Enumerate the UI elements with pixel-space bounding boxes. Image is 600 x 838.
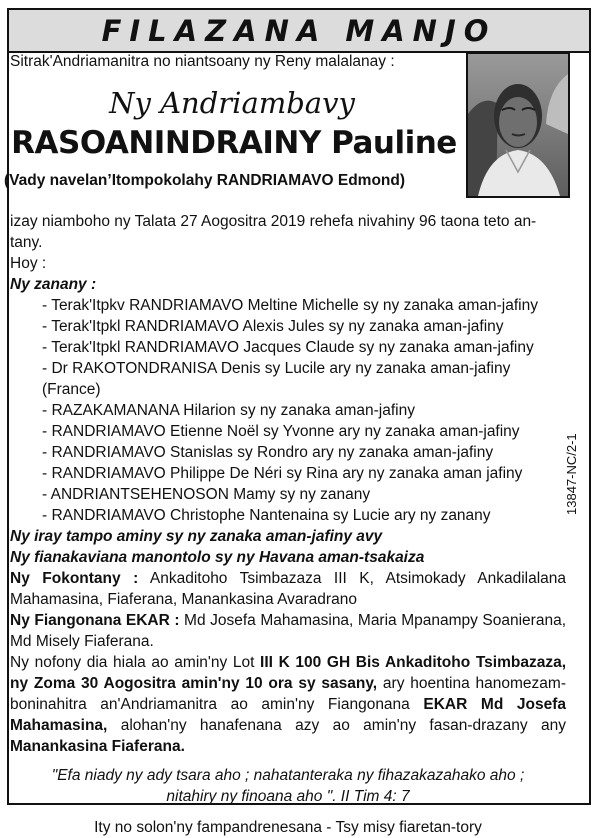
fiangonana-label: Ny Fiangonana EKAR :: [10, 612, 180, 629]
list-item: - RANDRIAMAVO Christophe Nantenaina sy Lucie ary ny zanany: [42, 507, 491, 524]
honorific-title: Ny Andriambavy: [109, 86, 355, 120]
deceased-name: RASOANINDRAINY Pauline: [11, 125, 457, 161]
quote-line-2: nitahiry ny finoana aho ". II Tim 4: 7: [166, 788, 410, 805]
death-line: izay niamboho ny Talata 27 Aogositra 2019 rehefa nivahiny 96 taona teto an-tany.: [10, 213, 537, 251]
list-item: - RANDRIAMAVO Etienne Noël sy Yvonne ary ny zanaka aman-jafiny: [42, 423, 520, 440]
list-item: - Terak'Itpkv RANDRIAMAVO Meltine Michelle sy ny zanaka aman-jafiny: [42, 297, 538, 314]
list-item: - Dr RAKOTONDRANISA Denis sy Lucile ary ny zanaka aman-jafiny (France): [42, 360, 511, 398]
notice-banner: [9, 10, 589, 53]
reference-text: 13847-NC/2-1: [564, 433, 579, 515]
fokontany-paragraph: [10, 568, 566, 610]
fokontany-text: Ankaditoho Tsimbazaza III K, Atsimokady Ankadilalana Mahamasina, Fiaferana, Manankasina Avaradrano: [10, 570, 567, 608]
fiangonana-paragraph: [10, 610, 566, 652]
funeral-bold-3: Manankasina Fiaferana.: [10, 738, 185, 755]
spouse-line: (Vady navelan’Itompokolahy RANDRIAMAVO Edmond): [4, 172, 406, 189]
children-heading: Ny zanany :: [10, 276, 97, 293]
fokontany-label: Ny Fokontany :: [10, 570, 139, 587]
reference-code: [562, 410, 582, 520]
list-item: - ANDRIANTSEHENOSON Mamy sy ny zanany: [42, 486, 371, 503]
intro-text: Sitrak'Andriamanitra no niantsoany ny Reny malalanay :: [10, 53, 395, 70]
notice-body: [10, 211, 566, 838]
quote-line-1: "Efa niady ny ady tsara aho ; nahatanteraka ny fihazakazahako aho ;: [51, 767, 525, 784]
funeral-paragraph: [10, 652, 566, 757]
list-item: - RAZAKAMANANA Hilarion sy ny zanaka aman-jafiny: [42, 402, 415, 419]
funeral-text-2: ary hoentina hanomezam-boninahitra an'Andriamanitra ao amin'ny Fiangonana: [10, 675, 566, 713]
funeral-bold-2: EKAR Md Josefa Mahamasina,: [10, 696, 566, 734]
list-item: - RANDRIAMAVO Philippe De Néri sy Rina ary ny zanaka aman jafiny: [42, 465, 523, 482]
funeral-bold-1: III K 100 GH Bis Ankaditoho Tsimbazaza, ny Zoma 30 Aogositra amin'ny 10 ora sy sasany,: [10, 654, 566, 692]
portrait-photo-art: [468, 54, 568, 196]
closing-line: Ity no solon'ny fampandrenesana - Tsy misy fiaretan-tory: [94, 819, 482, 836]
siblings-line: Ny iray tampo aminy sy ny zanaka aman-jafiny avy: [10, 528, 383, 545]
list-item: - Terak'Itpkl RANDRIAMAVO Alexis Jules sy ny zanaka aman-jafiny: [42, 318, 504, 335]
hoy-label: Hoy :: [10, 255, 47, 272]
list-item: - Terak'Itpkl RANDRIAMAVO Jacques Claude sy ny zanaka aman-jafiny: [42, 339, 534, 356]
relatives-line: Ny fianakaviana manontolo sy ny Havana aman-tsakaiza: [10, 549, 425, 566]
fiangonana-text: Md Josefa Mahamasina, Maria Mpanampy Soanierana, Md Misely Fiaferana.: [10, 612, 567, 650]
list-item: - RANDRIAMAVO Stanislas sy Rondro ary ny zanaka aman-jafiny: [42, 444, 494, 461]
banner-title: FILAZANA MANJO: [101, 13, 497, 48]
funeral-text-1: Ny nofony dia hiala ao amin'ny Lot: [10, 654, 261, 671]
portrait-photo: [466, 52, 570, 198]
funeral-text-3: alohan'ny hanafenana azy ao amin'ny fasan-drazany any: [107, 717, 566, 734]
bible-quote: [10, 765, 566, 807]
